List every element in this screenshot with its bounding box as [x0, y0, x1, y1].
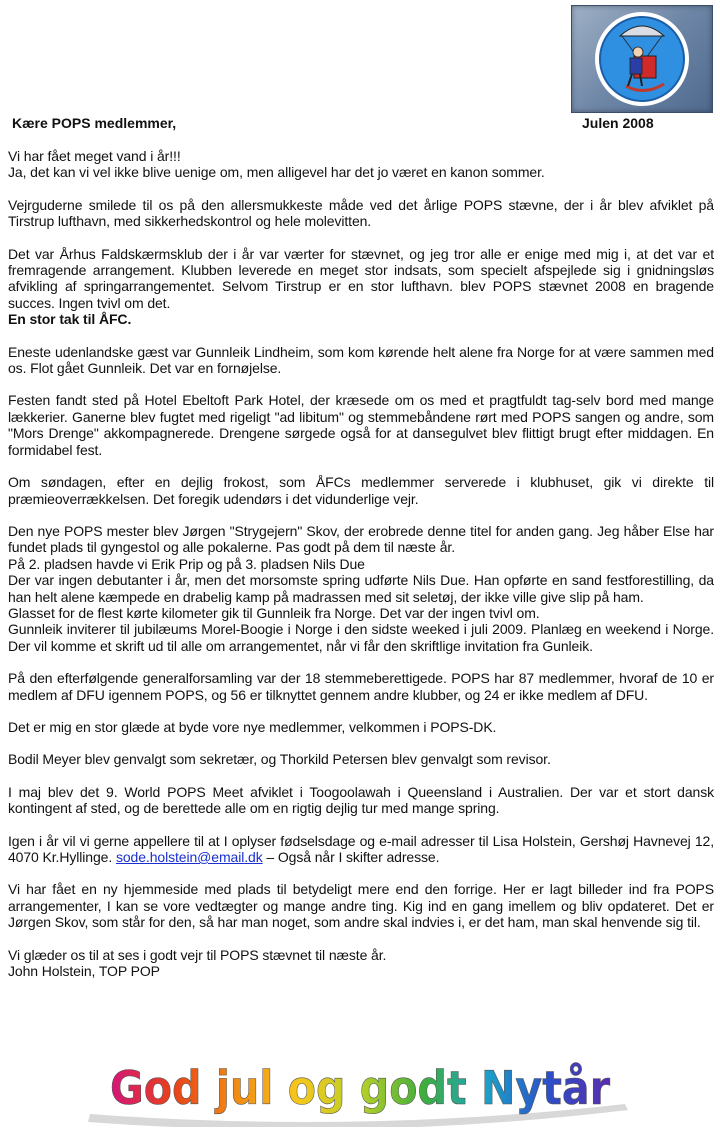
closing-line: Vi glæder os til at ses i godt vejr til POPS stævnet til næste år. — [8, 946, 387, 963]
email-link[interactable]: sode.holstein@email.dk — [115, 849, 263, 865]
contact-text-end: – Også når I skifter adresse. — [266, 849, 440, 865]
paragraph-intro — [8, 148, 714, 181]
pops-parachute-logo-icon — [572, 6, 712, 112]
thanks-afc: En stor tak til ÅFC. — [8, 311, 132, 328]
letter-body — [8, 148, 714, 979]
funniest-jump-text: Der var ingen debutanter i år, men det morsomste spring udførte Nils Due. Han opførte en sand festforestilling, da han helt alene kæmpede en drabelig kamp på madrassen med sit seletøj, der ikke ville give slip på ham. — [8, 572, 714, 605]
paragraph-world-meet: I maj blev det 9. World POPS Meet afviklet i Toogoolawah i Queensland i Australien. Der var et stort dansk kontingent af sted, og de berettede alle om en rigtig dejlig tur med mange spring. — [8, 783, 714, 817]
paragraph-general-assembly: På den efterfølgende generalforsamling var der 18 stemmeberettigede. POPS har 87 medlemmer, hvoraf de 10 er medlem af DFU igennem POPS, og 56 er tilknyttet gennem andre klubber, og 24 er ikke medlem af DFU. — [8, 670, 714, 703]
paragraph-party: Festen fandt sted på Hotel Ebeltoft Park Hotel, der kræsede om os med et pragtfuldt tag-selv bord med mange lækkerier. Ganerne blev fugtet med rigeligt "ad libitum" og stemmebåndene rørt med POPS sangen og andre, som "Mors Drenge" akkompagnerede. Drengene sørgede også for at dansegulvet blev flittigt brugt efter middagen. En formidabel fest. — [8, 392, 714, 458]
paragraph-champion — [8, 523, 714, 654]
paragraph-welcome: Det er mig en stor glæde at byde vore nye medlemmer, velkommen i POPS-DK. — [8, 718, 497, 735]
banner-text: God jul og godt Nytår — [110, 1061, 611, 1115]
places-text: På 2. pladsen havde vi Erik Prip og på 3. pladsen Nils Due — [8, 555, 365, 572]
boogie-text: Gunnleik inviterer til jubilæums Morel-Boogie i Norge i den sidste weeked i juli 2009. Planlæg en weekend i Norge. Der vil komme et skrift ud til alle om arrangementet, når vi får den skriftlige invitation fra Gunleik. — [8, 621, 714, 654]
christmas-greeting-banner — [80, 1052, 640, 1127]
paragraph-awards: Om søndagen, efter en dejlig frokost, som ÅFCs medlemmer serverede i klubhuset, gik vi direkte til præmieoverrækkelsen. Det foregik udendørs i det vidunderlige vejr. — [8, 474, 714, 507]
paragraph-website: Vi har fået en ny hjemmeside med plads til betydeligt mere end den forrige. Her er lagt billeder ind fra POPS arrangementer, I kan se vore vedtægter og mange andre ting. Kig ind en gang imellem og bliv opdateret. Det er Jørgen Skov, som står for den, så har man noget, som andre skal indvies i, er det ham, man skal henvende sig til. — [8, 881, 714, 931]
intro-line-2: Ja, det kan vi vel ikke blive uenige om, men alligevel har det jo været en kanon sommer. — [8, 164, 545, 181]
paragraph-contact-info — [8, 833, 714, 866]
pops-logo — [571, 5, 713, 113]
signature: John Holstein, TOP POP — [8, 963, 160, 980]
letter-date: Julen 2008 — [582, 115, 654, 131]
intro-line-1: Vi har fået meget vand i år!!! — [8, 148, 181, 164]
paragraph-host-club — [8, 246, 714, 328]
paragraph-guest: Eneste udenlandske gæst var Gunnleik Lindheim, som kom kørende helt alene fra Norge for at være sammen med os. Flot gået Gunnleik. Det var en fornøjelse. — [8, 343, 714, 377]
paragraph-closing — [8, 947, 714, 980]
greeting: Kære POPS medlemmer, — [12, 115, 177, 131]
paragraph-board: Bodil Meyer blev genvalgt som sekretær, og Thorkild Petersen blev genvalgt som revisor. — [8, 751, 551, 768]
glass-text: Glasset for de flest kørte kilometer gik til Gunnleik fra Norge. Det var der ingen tvivl om. — [8, 604, 540, 621]
host-club-text: Det var Århus Faldskærmsklub der i år var værter for stævnet, og jeg tror alle er enige med mig i, at det var et fremragende arrangement. Klubben leverede en meget stor indsats, som specielt afspejlede sig i gnidningsløs afvikling af springarrangementet. Selvom Tirstrup er en stor lufthavn. blev POPS stævnet 2008 en bragende succes. Ingen tvivl om det. — [8, 245, 714, 311]
paragraph-weather: Vejrguderne smilede til os på den allersmukkeste måde ved det årlige POPS stævne, der i år blev afviklet på Tirstrup lufthavn, med sikkerhedskontrol og hele molevitten. — [8, 196, 714, 230]
contact-text: Igen i år vil vi gerne appellere til at I oplyser fødselsdage og e-mail adresser til Lisa Holstein, Gershøj Havnevej 12, 4070 Kr.Hyllinge. — [8, 832, 714, 865]
champion-text: Den nye POPS mester blev Jørgen "Strygejern" Skov, der erobrede denne titel for anden gang. Jeg håber Else har fundet plads til gyngestol og alle pokalerne. Pas godt på dem til næste år. — [8, 522, 714, 556]
